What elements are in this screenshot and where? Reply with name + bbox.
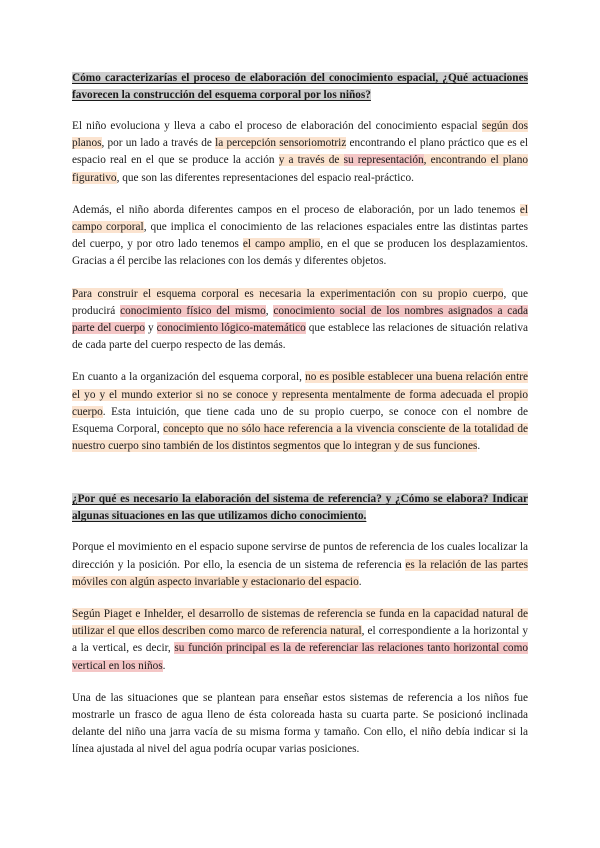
highlight-red: conocimiento lógico-matemático <box>156 322 306 335</box>
highlight-orange: según dos planos <box>72 120 528 150</box>
text-run: El niño evoluciona y lleva a cabo el proceso de elaboración del conocimiento espacial <box>72 120 482 132</box>
text-run: , en el que se producen los desplazamientos. Gracias a él percibe las relaciones con los demás y diferentes objetos. <box>72 238 528 268</box>
question-2-heading <box>72 491 528 525</box>
highlight-orange: Para construir el esquema corporal es necesaria la experimentación con su propio cuerpo <box>72 287 504 300</box>
text-run: . <box>162 659 166 672</box>
highlight-orange: no es posible establecer una buena relación entre el yo y el mundo exterior si no se conoce y representa mentalmente de forma adecuada el propio cuerpo <box>72 371 528 418</box>
highlight-orange: , encontrando el plano figurativo <box>72 154 528 184</box>
text-run: . <box>358 575 362 588</box>
text-run: Porque el movimiento en el espacio supone servirse de puntos de referencia de los cuales localizar la dirección y la posición. Por ello, la esencia de un sistema de referencia <box>72 541 528 571</box>
question-1-text: Cómo caracterizarías el proceso de elaboración del conocimiento espacial, ¿Qué actuaciones favorecen la construcción del esquema corporal por los niños? <box>72 72 528 101</box>
question-2-text: ¿Por qué es necesario la elaboración del sistema de referencia? y ¿Cómo se elabora? Indicar algunas situaciones en las que utilizamos dicho conocimiento. <box>72 493 528 523</box>
paragraph-4 <box>72 369 528 455</box>
text-run: , que producirá <box>72 287 528 317</box>
highlight-orange: el campo amplio <box>242 238 321 251</box>
text-run: y <box>145 322 157 335</box>
text-run: Una de las situaciones que se plantean para enseñar estos sistemas de referencia a los niños fue mostrarle un frasco de agua lleno de ésta coloreada hasta su cuarta parte. Se posicionó inclinada delante del niño una jarra vacía de su misma forma y tamaño. Con ello, el niño debía indicar si la línea ajustada al nivel del agua podría ocupar varias posiciones. <box>72 691 528 756</box>
highlight-red: conocimiento físico del mismo <box>120 304 266 317</box>
text-run: . Esta intuición, que tiene cada uno de su propio cuerpo, se conoce con el nombre de Esquema Corporal, <box>72 405 528 436</box>
highlight-orange: concepto que no sólo hace referencia a la vivencia consciente de la totalidad de nuestro cuerpo sino también de los distintos segmentos que lo integran y de sus funciones <box>72 423 528 453</box>
highlight-red: su función principal es la de referenciar las relaciones tanto horizontal como vertical en los niños <box>72 642 529 672</box>
paragraph-2 <box>72 202 528 271</box>
text-run: encontrando el plano práctico que es el espacio real en el que se produce la acción <box>72 137 528 167</box>
text-run: , <box>265 304 274 317</box>
highlight-orange: es la relación de las partes móviles con algún aspecto invariable y estacionario del espacio <box>72 558 529 588</box>
highlight-orange: el campo corporal <box>72 203 528 234</box>
paragraph-3 <box>72 286 528 355</box>
highlight-orange: la percepción sensoriomotriz <box>215 137 347 150</box>
paragraph-7 <box>72 690 528 759</box>
paragraph-5 <box>72 539 528 591</box>
highlight-orange: y a través de <box>278 154 344 167</box>
text-run: que establece las relaciones de situación relativa de cada parte del cuerpo respecto de las demás. <box>72 322 528 352</box>
highlight-orange: Según Piaget e Inhelder, el desarrollo de sistemas de referencia se funda en la capacidad natural de utilizar el que ellos describen como marco de referencia natural <box>72 608 528 638</box>
text-run: Además, el niño aborda diferentes campos en el proceso de elaboración, por un lado tenemos <box>72 203 520 216</box>
highlight-red: conocimiento social de los nombres asignados a cada parte del cuerpo <box>72 304 528 335</box>
text-run: , que son las diferentes representaciones del espacio real-práctico. <box>116 171 414 184</box>
text-run: , el correspondiente a la horizontal y a la vertical, es decir, <box>72 625 528 655</box>
text-run: . <box>477 440 481 453</box>
paragraph-6 <box>72 606 528 675</box>
question-1-heading <box>72 70 528 104</box>
paragraph-1 <box>72 118 528 187</box>
text-run: , que implica el conocimiento de las relaciones espaciales entre las distintas partes del cuerpo, y por otro lado tenemos <box>72 221 529 251</box>
text-run: En cuanto a la organización del esquema corporal, <box>72 371 306 384</box>
text-run: , por un lado a través de <box>101 137 216 150</box>
highlight-red: su representación <box>343 154 424 167</box>
